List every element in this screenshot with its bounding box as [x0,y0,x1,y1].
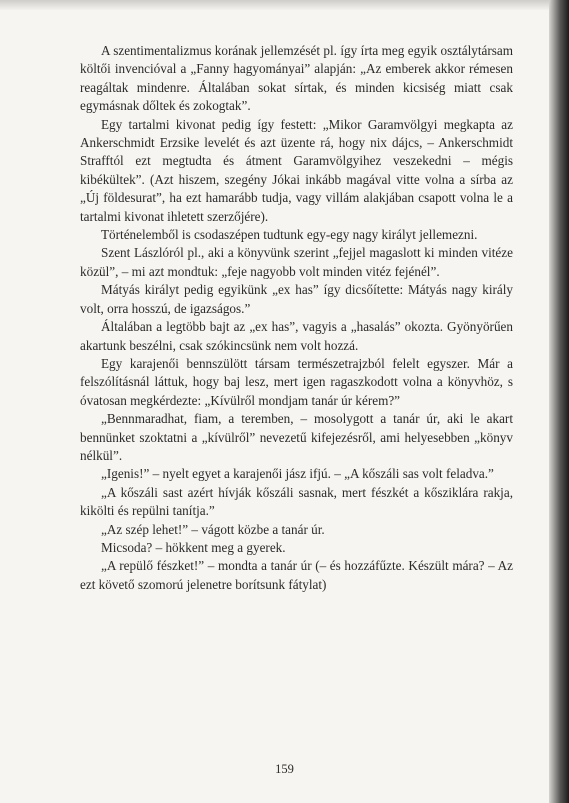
paragraph: A szentimentalizmus korának jellemzését pl. így írta meg egyik osztálytársam költői invencióval a „Fanny hagyományai” alapján: „Az emberek akkor rémesen reagáltak mindenre. Általában sokat sírtak, és minden kicsiség miatt csak egymásnak dőltek és zokogtak”. [80,43,513,114]
page-top-shadow [0,0,569,10]
paragraph: Történelemből is csodaszépen tudtunk egy-egy nagy királyt jellemezni. [101,227,478,243]
paragraph: Mátyás királyt pedig egyikünk „ex has” így dicsőítette: Mátyás nagy király volt, orra hosszú, de igazságos.” [80,282,513,316]
paragraph: „A repülő fészket!” – mondta a tanár úr (– és hozzáfűzte. Készült mára? – Az ezt követő szomorú jelenetre borítsunk fátylat) [80,558,513,592]
paragraph: Szent Lászlóról pl., aki a könyvünk szerint „fejjel magaslott ki minden vitéze közül”, – mi azt mondtuk: „feje nagyobb volt minden vitéz fejénél”. [80,245,513,279]
paragraph: Egy karajenői bennszülött társam természetrajzból felelt egyszer. Már a felszólításnál láttuk, hogy baj lesz, mert igen ragaszkodott volna a könyvhöz, s óvatosan megkérdezte: „Kívülről mondjam tanár úr kérem?” [80,355,513,408]
page-binding-shadow [549,0,569,803]
paragraph: „Bennmaradhat, fiam, a teremben, – mosolygott a tanár úr, aki le akart bennünket szoktatni a „kívülről” nevezetű kifejezésről, ami helyesebben „könyv nélkül”. [80,411,513,463]
paragraph: „A kőszáli sast azért hívják kőszáli sasnak, mert fészkét a kősziklára rakja, kikölti és repülni tanítja.” [80,484,513,519]
paragraph: Micsoda? – hökkent meg a gyerek. [101,539,286,555]
paragraph: Általában a legtöbb bajt az „ex has”, vagyis a „hasalás” okozta. Gyönyörűen akartunk beszélni, csak szókincsünk nem volt hozzá. [80,319,513,353]
paragraph: „Az szép lehet!” – vágott közbe a tanár úr. [101,521,325,537]
page-number: 159 [275,762,294,776]
body-text [80,42,513,594]
paragraph: „Igenis!” – nyelt egyet a karajenői jász ifjú. – „A kőszáli sas volt feladva.” [101,466,494,482]
paragraph: Egy tartalmi kivonat pedig így festett: „Mikor Garamvölgyi megkapta az Ankerschmidt Erzsike levelét és azt üzente rá, hogy nix dájcs, – Ankerschmidt Strafftól ezt megtudta és átment Garamvölgyihez veszekedni – mégis kibékültek”. (Azt hiszem, szegény Jókai inkább magával vitte volna a sírba az „Új földesurat”, ha ezt hamarább tudja, vagy villám alakjában csapott volna le a tartalmi kivonat ihletett szerzőjére). [80,116,513,224]
